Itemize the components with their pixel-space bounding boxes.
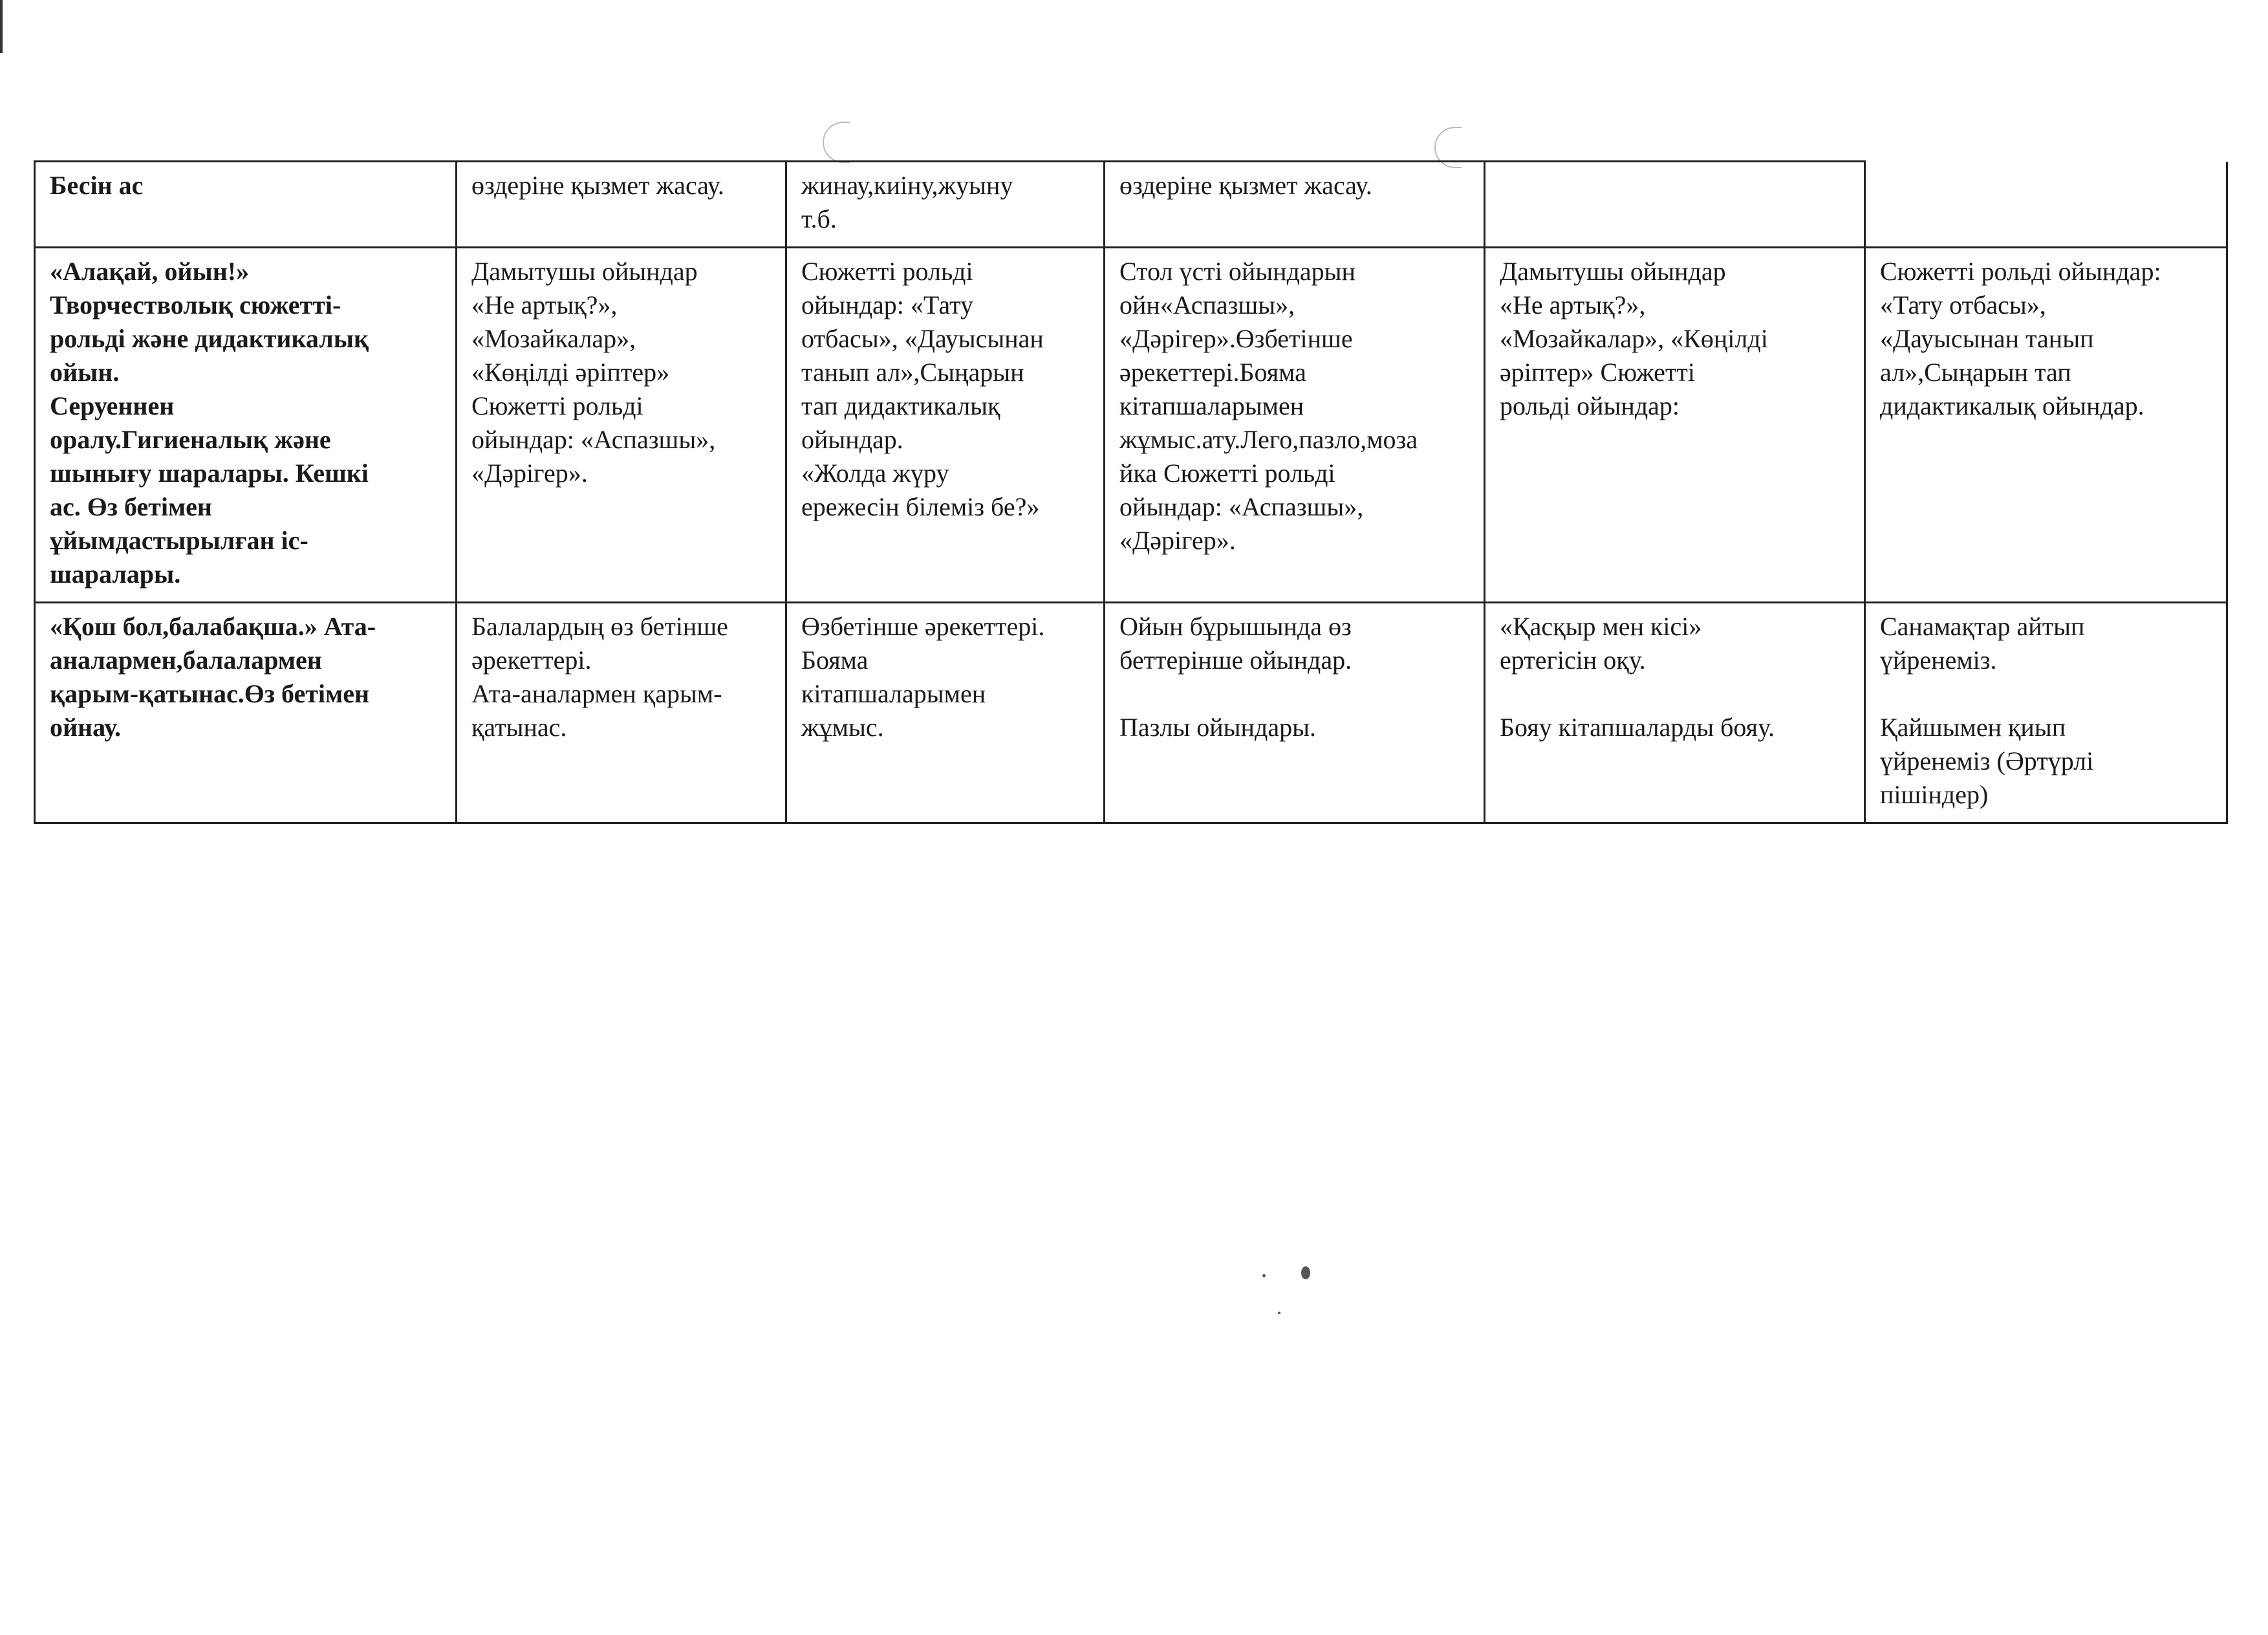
cell-text-line: оралу.Гигиеналық және (50, 425, 331, 454)
cell-text-line: «Мозайкалар», «Көңілді (1500, 324, 1768, 353)
cell-text-line: Ойын бұрышында өз (1119, 612, 1352, 641)
cell-text-line: кітапшаларымен (1119, 391, 1304, 420)
table-cell (1105, 248, 1485, 603)
cell-text-line: «Көңілді әріптер» (471, 358, 670, 387)
table-cell (786, 162, 1105, 248)
cell-text-line: өздеріне қызмет жасау. (471, 171, 724, 200)
cell-text-line: ас. Өз бетімен (50, 492, 212, 521)
cell-text-line: «Дәрігер». (471, 459, 588, 488)
schedule-table (34, 160, 2228, 824)
cell-text-line: «Дауысынан танып (1880, 324, 2094, 353)
cell-text-line: кітапшаларымен (801, 679, 986, 708)
cell-text-line: «Тату отбасы», (1880, 290, 2046, 319)
cell-text-line: ертегісін оқу. (1500, 645, 1646, 675)
cell-gap (1880, 677, 2216, 711)
cell-text-line: пішіндер) (1880, 780, 1989, 809)
table-cell (1865, 603, 2227, 823)
table-cell (35, 248, 457, 603)
cell-text-line: рольді және дидактикалық (50, 324, 369, 353)
cell-text-line: «Дәрігер». (1119, 526, 1236, 555)
cell-text-line: Қайшымен қиып (1880, 713, 2066, 742)
scan-edge-mark (0, 0, 3, 53)
cell-text-line: Сюжетті рольді (801, 257, 973, 286)
cell-text-line: «Алақай, ойын!» (50, 257, 250, 286)
cell-text-line: Дамытушы ойындар (1500, 257, 1726, 286)
scan-speck (1278, 1312, 1280, 1314)
cell-text-line: Балалардың өз бетінше (471, 612, 728, 641)
scan-speck (1262, 1274, 1266, 1277)
cell-text-line: Дамытушы ойындар (471, 257, 698, 286)
cell-text-line: шынығу шаралары. Кешкі (50, 459, 369, 488)
cell-text-line: шаралары. (50, 559, 181, 589)
cell-text-line: Бесін ас (50, 171, 144, 200)
scan-speck (1301, 1266, 1310, 1279)
table-cell (1865, 248, 2227, 603)
cell-text-line: «Қасқыр мен кісі» (1500, 612, 1702, 641)
cell-text-line: аналармен,балалармен (50, 645, 322, 675)
cell-text-line: Сюжетті рольді (471, 391, 643, 420)
cell-text-line: үйренеміз (Әртүрлі (1880, 746, 2094, 775)
cell-text-line: Ата-аналармен қарым- (471, 679, 722, 708)
cell-text-line: әріптер» Сюжетті (1500, 358, 1696, 387)
cell-text-line: отбасы», «Дауысынан (801, 324, 1044, 353)
cell-text-line: ережесін білеміз бе?» (801, 492, 1040, 521)
cell-text-line: беттерінше ойындар. (1119, 645, 1352, 675)
cell-text-line: дидактикалық ойындар. (1880, 391, 2144, 420)
table-cell (457, 603, 786, 823)
scan-arc-mark (823, 122, 850, 163)
cell-text-line: тап дидактикалық (801, 391, 1000, 420)
cell-gap (1119, 677, 1473, 711)
cell-text-line: жинау,киіну,жуыну (801, 171, 1013, 200)
cell-text-line: Творчестволық сюжетті- (50, 290, 341, 319)
table-cell (786, 603, 1105, 823)
table-row (35, 162, 2227, 248)
table-cell (35, 162, 457, 248)
cell-text-line: ойындар: «Аспазшы», (471, 425, 716, 454)
table-cell (457, 248, 786, 603)
cell-text-line: Өзбетінше әрекеттері. (801, 612, 1045, 641)
cell-text-line: жұмыс.ату.Лего,пазло,моза (1119, 425, 1418, 454)
cell-text-line: т.б. (801, 204, 837, 233)
table-cell (1485, 162, 1865, 248)
cell-text-line: Санамақтар айтып (1880, 612, 2085, 641)
cell-text-line: Серуеннен (50, 391, 175, 420)
cell-text-line: «Жолда жүру (801, 459, 949, 488)
schedule-table-container (34, 160, 2226, 824)
cell-text-line: ойн«Аспазшы», (1119, 290, 1295, 319)
table-cell (786, 248, 1105, 603)
table-cell (1865, 162, 2227, 248)
cell-text-line: рольді ойындар: (1500, 391, 1680, 420)
cell-text-line: Сюжетті рольді ойындар: (1880, 257, 2161, 286)
cell-text-line: Пазлы ойындары. (1119, 713, 1316, 742)
cell-text-line: «Дәрігер».Өзбетінше (1119, 324, 1353, 353)
cell-text-line: «Не артық?», (471, 290, 618, 319)
cell-text-line: жұмыс. (801, 713, 884, 742)
cell-text-line: йка Сюжетті рольді (1119, 459, 1335, 488)
cell-text-line: ойындар: «Тату (801, 290, 974, 319)
table-cell (457, 162, 786, 248)
cell-text-line: үйренеміз. (1880, 645, 1997, 675)
cell-text-line: қарым-қатынас.Өз бетімен (50, 679, 370, 708)
table-cell (1485, 248, 1865, 603)
table-cell (1485, 603, 1865, 823)
cell-text-line: ұйымдастырылған іс- (50, 526, 308, 555)
table-row (35, 603, 2227, 823)
cell-text-line: ойындар. (801, 425, 903, 454)
cell-text-line: ойындар: «Аспазшы», (1119, 492, 1364, 521)
table-cell (1105, 603, 1485, 823)
cell-text-line: «Не артық?», (1500, 290, 1646, 319)
cell-gap (1500, 677, 1853, 711)
cell-text-line: ойнау. (50, 713, 122, 742)
cell-text-line: әрекеттері.Бояма (1119, 358, 1306, 387)
cell-text-line: ойын. (50, 358, 120, 387)
cell-text-line: әрекеттері. (471, 645, 592, 675)
cell-text-line: Стол үсті ойындарын (1119, 257, 1355, 286)
cell-text-line: танып ал»,Сыңарын (801, 358, 1024, 387)
table-cell (1105, 162, 1485, 248)
cell-text-line: қатынас. (471, 713, 567, 742)
cell-text-line: Бояма (801, 645, 869, 675)
cell-text-line: «Мозайкалар», (471, 324, 636, 353)
table-row (35, 248, 2227, 603)
cell-text-line: Бояу кітапшаларды бояу. (1500, 713, 1775, 742)
cell-text-line: ал»,Сыңарын тап (1880, 358, 2071, 387)
cell-text-line: өздеріне қызмет жасау. (1119, 171, 1372, 200)
cell-text-line: «Қош бол,балабақша.» Ата- (50, 612, 376, 641)
table-cell (35, 603, 457, 823)
